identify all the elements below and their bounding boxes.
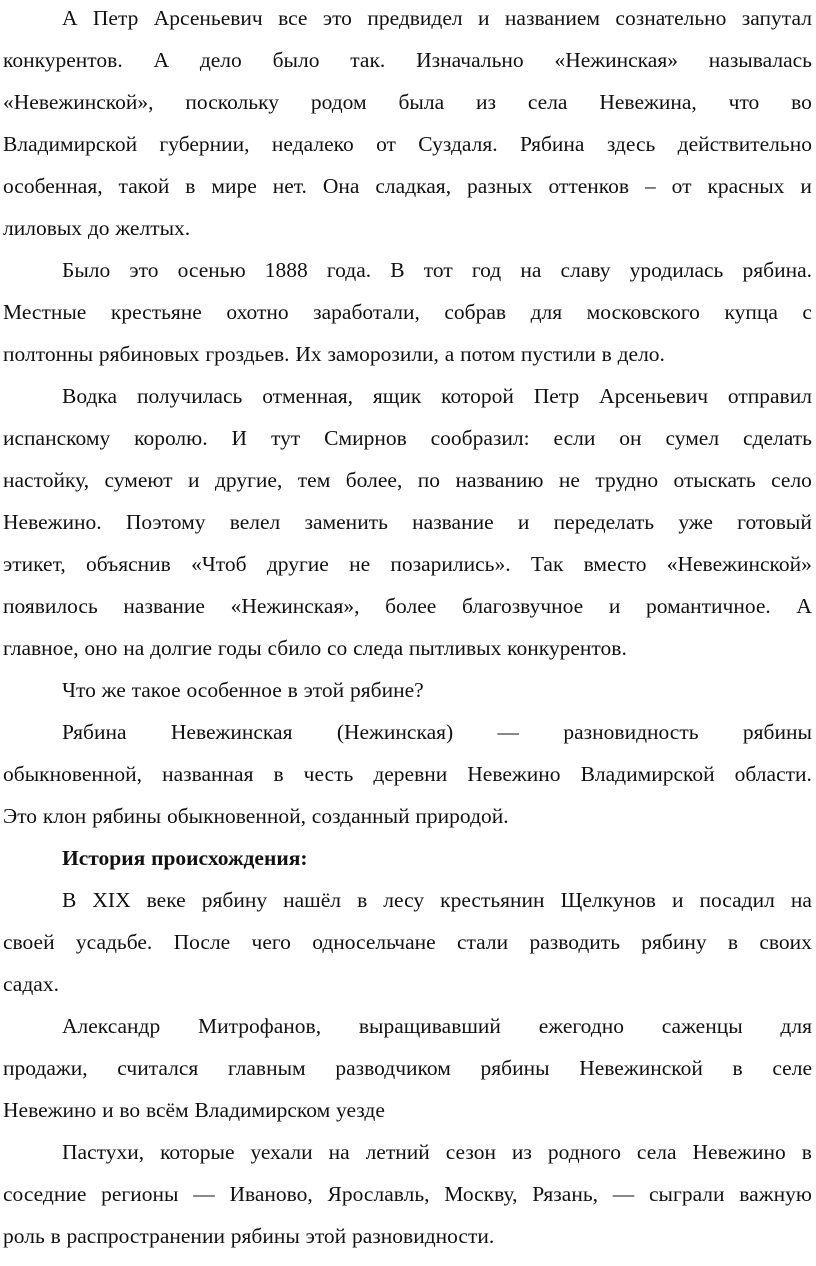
word: В <box>390 258 405 282</box>
word: соседние <box>3 1182 87 1206</box>
word: славу <box>560 258 611 282</box>
text-line <box>3 591 812 621</box>
word: во <box>119 1098 141 1122</box>
word: — <box>193 1182 215 1206</box>
word: Щелкунов <box>560 888 656 912</box>
word: отыскать <box>673 468 756 492</box>
text-line <box>3 339 812 369</box>
text-line <box>62 1137 812 1167</box>
word: Невежино <box>467 762 561 786</box>
word: действительно <box>677 132 812 156</box>
word: веке <box>146 888 186 912</box>
word: тем <box>297 468 331 492</box>
word: природой. <box>415 804 509 828</box>
word: рябину <box>201 888 268 912</box>
word: охотно <box>226 300 289 324</box>
word: получилась <box>136 384 243 408</box>
word: долгие <box>150 636 213 660</box>
word: Рябина <box>62 720 127 744</box>
word: тот <box>423 258 453 282</box>
word: гроздьев. <box>205 342 290 366</box>
word: из <box>476 90 496 114</box>
word: такое <box>131 678 181 702</box>
word: в <box>287 678 298 702</box>
word: летний <box>365 1140 430 1164</box>
word: саженцы <box>661 1014 743 1038</box>
word: сладкая, <box>375 174 452 198</box>
section-heading <box>62 843 812 873</box>
word: рябину <box>641 930 707 954</box>
word: XIX <box>92 888 131 912</box>
word: была <box>398 90 445 114</box>
word: название <box>123 594 205 618</box>
word: сообразил: <box>430 426 530 450</box>
word: стали <box>456 930 509 954</box>
word: заменить <box>304 510 388 534</box>
word: «Чтоб <box>191 552 247 576</box>
word: оттенков <box>548 174 630 198</box>
word: так. <box>350 48 386 72</box>
word: Суздаля. <box>418 132 498 156</box>
word: оно <box>84 636 118 660</box>
word: пытливых <box>408 636 502 660</box>
word: «Невежинской», <box>3 90 154 114</box>
word: и <box>478 6 490 30</box>
word: и <box>187 468 200 492</box>
word: испанскому <box>3 426 111 450</box>
word: в <box>601 342 612 366</box>
word: конкурентов. <box>3 48 123 72</box>
word: и <box>608 594 621 618</box>
word: село <box>771 468 812 492</box>
word: что <box>728 90 760 114</box>
word: объяснив <box>85 552 171 576</box>
text-line <box>62 381 812 411</box>
word: поскольку <box>185 90 279 114</box>
text-line <box>3 1221 812 1251</box>
word: — <box>497 720 520 744</box>
word: названная <box>162 762 254 786</box>
word: название <box>412 510 494 534</box>
text-line <box>3 1053 812 1083</box>
word: из <box>511 1140 532 1164</box>
word: заморозили, <box>327 342 439 366</box>
word: особенная, <box>3 174 103 198</box>
word: сделать <box>742 426 812 450</box>
word: годы <box>217 636 262 660</box>
word: Невежино <box>692 1140 786 1164</box>
word: Было <box>62 258 111 282</box>
word: обыкновенной, <box>166 804 306 828</box>
word: а <box>444 342 455 366</box>
word: важную <box>739 1182 812 1206</box>
word: для <box>780 1014 812 1038</box>
text-line <box>62 3 812 33</box>
word: Митрофанов, <box>198 1014 322 1038</box>
word: сыграли <box>649 1182 725 1206</box>
word: такой <box>118 174 170 198</box>
word: 1888 <box>264 258 308 282</box>
text-line <box>3 45 812 75</box>
word: позарились». <box>390 552 511 576</box>
word: пустили <box>520 342 596 366</box>
word: красных <box>707 174 785 198</box>
word: Невежино <box>3 1098 97 1122</box>
word: считался <box>117 1056 199 1080</box>
word: королю. <box>134 426 208 450</box>
word: по <box>417 468 441 492</box>
text-line <box>62 885 812 915</box>
word: в <box>185 174 196 198</box>
word: с <box>802 300 812 324</box>
word: родом <box>310 90 367 114</box>
word: уехали <box>250 1140 313 1164</box>
text-line <box>3 129 812 159</box>
text-line <box>3 171 812 201</box>
word: названию <box>455 468 544 492</box>
word: готовый <box>737 510 812 534</box>
text-line <box>62 675 812 705</box>
word: Что <box>62 678 96 702</box>
word: села <box>636 1140 677 1164</box>
word: запутал <box>741 6 812 30</box>
word: Владимирской <box>3 132 138 156</box>
word: – <box>644 174 656 198</box>
word: лесу <box>383 888 425 912</box>
word: своей <box>3 930 55 954</box>
word: Это <box>3 804 38 828</box>
word: Владимирской <box>580 762 715 786</box>
word: год <box>471 258 502 282</box>
word: Их <box>295 342 322 366</box>
text-line <box>3 465 812 495</box>
word: и <box>517 510 530 534</box>
text-line <box>3 87 812 117</box>
word: сумел <box>665 426 720 450</box>
word: это <box>322 6 352 30</box>
word: в <box>50 1224 61 1248</box>
word: и <box>800 174 812 198</box>
word: Ярославль, <box>327 1182 430 1206</box>
word: Москву, <box>444 1182 518 1206</box>
text-line <box>3 927 812 957</box>
word: рябины <box>230 1224 300 1248</box>
word: которой <box>441 384 514 408</box>
word: уезде <box>336 1098 385 1122</box>
word: лиловых <box>3 216 83 240</box>
word: садах. <box>3 972 59 996</box>
word: недалеко <box>271 132 354 156</box>
word: романтичное. <box>646 594 771 618</box>
word: от <box>671 174 692 198</box>
word: от <box>376 132 396 156</box>
word: конкурентов. <box>507 636 627 660</box>
word: своих <box>759 930 812 954</box>
word: и <box>671 888 684 912</box>
word: нашёл <box>283 888 342 912</box>
word: Иваново, <box>229 1182 313 1206</box>
word: заработали, <box>313 300 420 324</box>
word: со <box>327 636 348 660</box>
word: отправил <box>727 384 812 408</box>
word: Невежинская <box>170 720 293 744</box>
word: для <box>530 300 563 324</box>
word: разводить <box>529 930 621 954</box>
word: до <box>87 216 110 240</box>
word: дело <box>199 48 242 72</box>
word: Рябина <box>519 132 585 156</box>
word: селе <box>772 1056 812 1080</box>
word: чего <box>251 930 291 954</box>
word: уже <box>678 510 713 534</box>
word: настойку, <box>3 468 90 492</box>
word: на <box>123 636 145 660</box>
word: области. <box>734 762 812 786</box>
word: велел <box>229 510 281 534</box>
word: обыкновенной, <box>3 762 143 786</box>
word: осенью <box>177 258 246 282</box>
word: Петр <box>533 384 580 408</box>
word: честь <box>303 762 354 786</box>
word: трудно <box>595 468 659 492</box>
word: если <box>553 426 596 450</box>
word: разных <box>467 174 533 198</box>
word: собрав <box>444 300 507 324</box>
word: главное, <box>3 636 79 660</box>
word: сознательно <box>615 6 727 30</box>
word: появилось <box>3 594 98 618</box>
word: в <box>801 1140 812 1164</box>
word: не <box>558 468 580 492</box>
word: названием <box>504 6 601 30</box>
word: родного <box>547 1140 621 1164</box>
word: на <box>520 258 542 282</box>
text-line <box>3 759 812 789</box>
word: здесь <box>606 132 656 156</box>
word: называлась <box>708 48 812 72</box>
word: А <box>796 594 812 618</box>
word: рябины <box>480 1056 550 1080</box>
word: Водка <box>62 384 118 408</box>
word: сбило <box>267 636 322 660</box>
word: переделать <box>553 510 655 534</box>
word: это <box>129 258 159 282</box>
text-line <box>3 1179 812 1209</box>
word: распространении <box>66 1224 225 1248</box>
text-line <box>3 423 812 453</box>
text-line <box>3 1095 812 1125</box>
word: рябине? <box>349 678 424 702</box>
word: А <box>153 48 170 72</box>
word: разводчиком <box>335 1056 451 1080</box>
word: на <box>790 888 812 912</box>
word: сезон <box>445 1140 496 1164</box>
word: Местные <box>3 300 87 324</box>
word: Поэтому <box>125 510 206 534</box>
word: посадил <box>699 888 775 912</box>
word: И <box>231 426 248 450</box>
text-line <box>3 801 812 831</box>
word: Арсеньевич <box>599 384 709 408</box>
word: Владимирском <box>194 1098 331 1122</box>
word: В <box>62 888 77 912</box>
word: на <box>328 1140 350 1164</box>
word: года. <box>326 258 372 282</box>
word: и <box>102 1098 114 1122</box>
word: Она <box>322 174 360 198</box>
word: деревни <box>373 762 448 786</box>
word: вместо <box>583 552 647 576</box>
word: клон <box>42 804 87 828</box>
word: дело. <box>617 342 665 366</box>
word: во <box>791 90 812 114</box>
word: уродилась <box>629 258 724 282</box>
word: Невежина, <box>599 90 697 114</box>
word: односельчане <box>312 930 436 954</box>
word: не <box>349 552 371 576</box>
word: выращивавший <box>358 1014 501 1038</box>
word: этой <box>305 1224 347 1248</box>
word: Арсеньевич <box>153 6 263 30</box>
word: села <box>527 90 568 114</box>
word: рябины <box>742 720 812 744</box>
text-line <box>62 255 812 285</box>
word: в <box>732 1056 743 1080</box>
word: происхождения: <box>151 846 308 870</box>
word: все <box>278 6 308 30</box>
text-line <box>3 507 812 537</box>
word: тут <box>270 426 301 450</box>
word: Смирнов <box>324 426 407 450</box>
word: мире <box>211 174 257 198</box>
word: созданный <box>311 804 410 828</box>
word: этикет, <box>3 552 66 576</box>
word: (Нежинская) <box>336 720 454 744</box>
word: рябина. <box>742 258 812 282</box>
text-line <box>62 1011 812 1041</box>
word: потом <box>460 342 516 366</box>
word: всём <box>145 1098 189 1122</box>
text-line <box>3 633 812 663</box>
word: рябиновых <box>98 342 200 366</box>
word: отменная, <box>262 384 354 408</box>
word: рябины <box>92 804 162 828</box>
word: же <box>101 678 126 702</box>
word: он <box>619 426 642 450</box>
word: Рязань, <box>532 1182 599 1206</box>
word: губернии, <box>159 132 250 156</box>
word: разновидности. <box>352 1224 495 1248</box>
word: особенное <box>186 678 282 702</box>
word: Невежино. <box>3 510 102 534</box>
word: другие, <box>214 468 283 492</box>
word: После <box>173 930 231 954</box>
word: Пастухи, <box>62 1140 145 1164</box>
word: этой <box>303 678 345 702</box>
word: в <box>273 762 284 786</box>
word: было <box>272 48 320 72</box>
word: ежегодно <box>538 1014 624 1038</box>
word: усадьбе. <box>75 930 153 954</box>
word: полтонны <box>3 342 94 366</box>
text-line <box>3 213 812 243</box>
word: в <box>727 930 739 954</box>
word: «Нежинская», <box>230 594 360 618</box>
word: ящик <box>372 384 422 408</box>
word: сумеют <box>104 468 173 492</box>
word: — <box>612 1182 635 1206</box>
word: Петр <box>92 6 139 30</box>
text-line <box>3 969 812 999</box>
word: московского <box>586 300 700 324</box>
word: более, <box>345 468 403 492</box>
word: Невежинской <box>579 1056 703 1080</box>
word: продажи, <box>3 1056 88 1080</box>
text-line <box>62 717 812 747</box>
word: купца <box>724 300 778 324</box>
word: следа <box>353 636 404 660</box>
word: разновидность <box>563 720 699 744</box>
word: роль <box>3 1224 45 1248</box>
word: Александр <box>62 1014 161 1038</box>
word: нет. <box>272 174 307 198</box>
word: другие <box>266 552 329 576</box>
word: Изначально <box>416 48 524 72</box>
word: крестьянин <box>440 888 545 912</box>
word: История <box>62 846 146 870</box>
word: предвидел <box>367 6 463 30</box>
word: А <box>62 6 78 30</box>
word: благозвучное <box>461 594 584 618</box>
word: крестьяне <box>110 300 202 324</box>
word: в <box>357 888 368 912</box>
word: главным <box>227 1056 306 1080</box>
word: Так <box>530 552 564 576</box>
word: которые <box>160 1140 235 1164</box>
text-line <box>3 549 812 579</box>
word: «Нежинская» <box>554 48 678 72</box>
word: желтых. <box>115 216 191 240</box>
word: регионы <box>101 1182 179 1206</box>
word: более <box>385 594 437 618</box>
word: «Невежинской» <box>666 552 812 576</box>
text-line <box>3 297 812 327</box>
